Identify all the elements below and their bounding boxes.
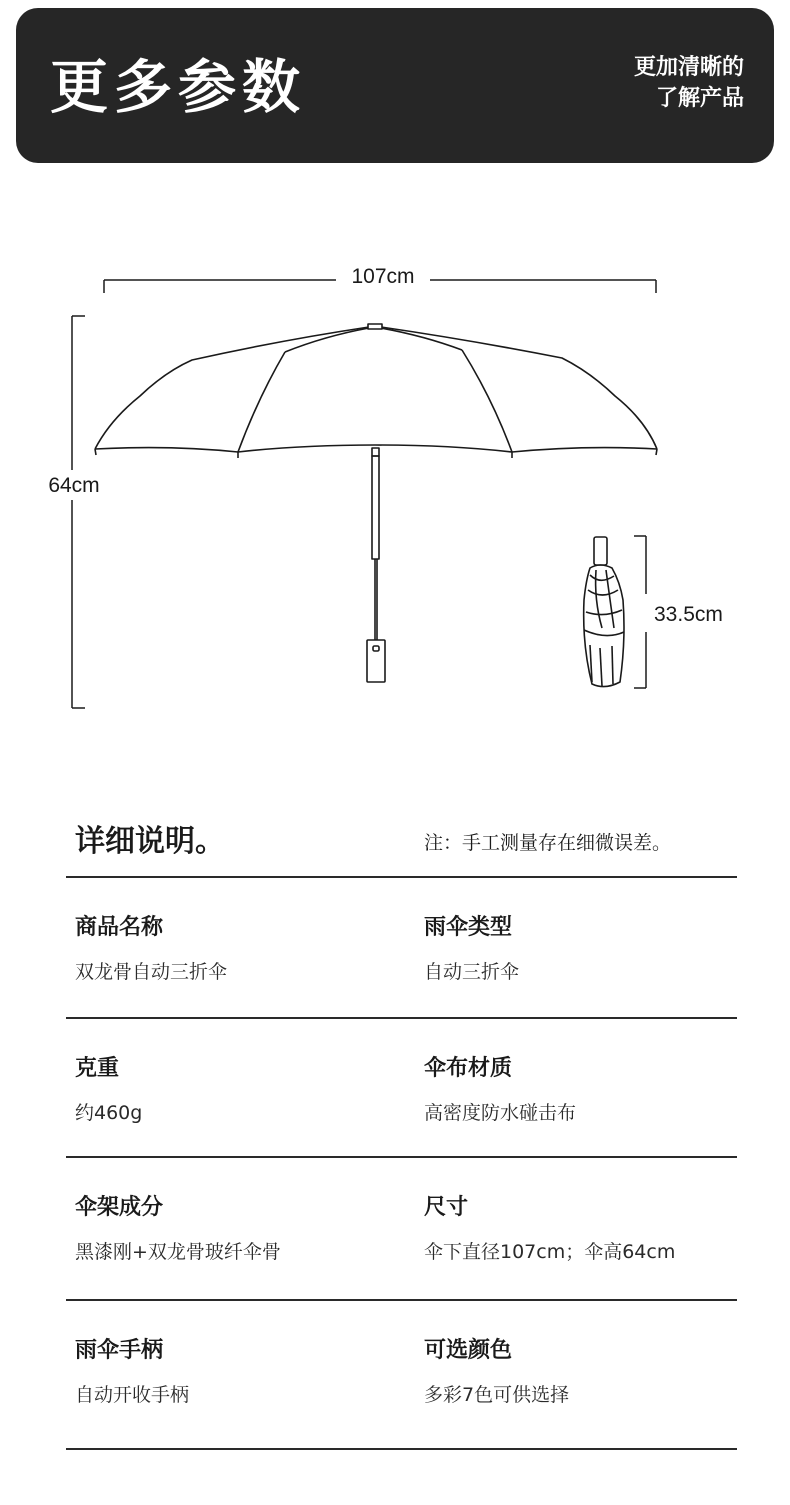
spec-cell-handle — [75, 1301, 189, 1409]
spec-value: 伞下直径107cm；伞高64cm — [424, 1241, 676, 1263]
spec-row — [0, 878, 790, 1016]
folded-dimension-line — [634, 536, 646, 688]
height-label: 64cm — [48, 474, 100, 497]
header-banner — [16, 8, 774, 163]
banner-subtitle-line2: 了解产品 — [655, 86, 744, 111]
spec-value: 自动三折伞 — [424, 961, 520, 983]
spec-value: 高密度防水碰击布 — [424, 1102, 577, 1124]
spec-label: 可选颜色 — [424, 1338, 513, 1363]
umbrella-dimension-diagram — [0, 240, 790, 720]
measurement-note: 注：手工测量存在细微误差。 — [424, 832, 672, 854]
folded-umbrella-icon — [584, 537, 624, 687]
spec-label: 尺寸 — [424, 1195, 469, 1220]
spec-value: 多彩7色可供选择 — [424, 1384, 570, 1406]
spec-cell-umbrella-type — [424, 878, 519, 986]
spec-label: 克重 — [75, 1056, 120, 1081]
spec-value: 黑漆刚+双龙骨玻纤伞骨 — [75, 1241, 281, 1263]
height-dimension-line — [72, 316, 85, 708]
banner-title: 更多参数 — [50, 53, 307, 121]
open-umbrella-icon — [95, 324, 657, 682]
spec-cell-colors — [424, 1301, 569, 1409]
banner-subtitle — [634, 52, 744, 114]
spec-value: 自动开收手柄 — [75, 1384, 190, 1406]
width-label: 107cm — [351, 265, 415, 288]
spec-row — [0, 1158, 790, 1296]
spec-cell-frame — [75, 1158, 281, 1266]
spec-row — [0, 1019, 790, 1157]
spec-label: 雨伞类型 — [424, 915, 513, 940]
spec-label: 商品名称 — [75, 915, 164, 940]
folded-length-label: 33.5cm — [654, 603, 723, 626]
spec-label: 雨伞手柄 — [75, 1338, 164, 1363]
spec-cell-fabric — [424, 1019, 576, 1127]
spec-cell-size — [424, 1158, 675, 1266]
spec-value: 双龙骨自动三折伞 — [75, 961, 228, 983]
spec-cell-weight — [75, 1019, 142, 1127]
banner-subtitle-line1: 更加清晰的 — [633, 55, 744, 80]
spec-value: 约460g — [75, 1102, 143, 1124]
divider — [66, 1448, 737, 1450]
spec-label: 伞架成分 — [75, 1195, 164, 1220]
spec-cell-product-name — [75, 878, 227, 986]
details-title: 详细说明。 — [75, 824, 225, 859]
spec-row — [0, 1301, 790, 1439]
spec-label: 伞布材质 — [424, 1056, 513, 1081]
